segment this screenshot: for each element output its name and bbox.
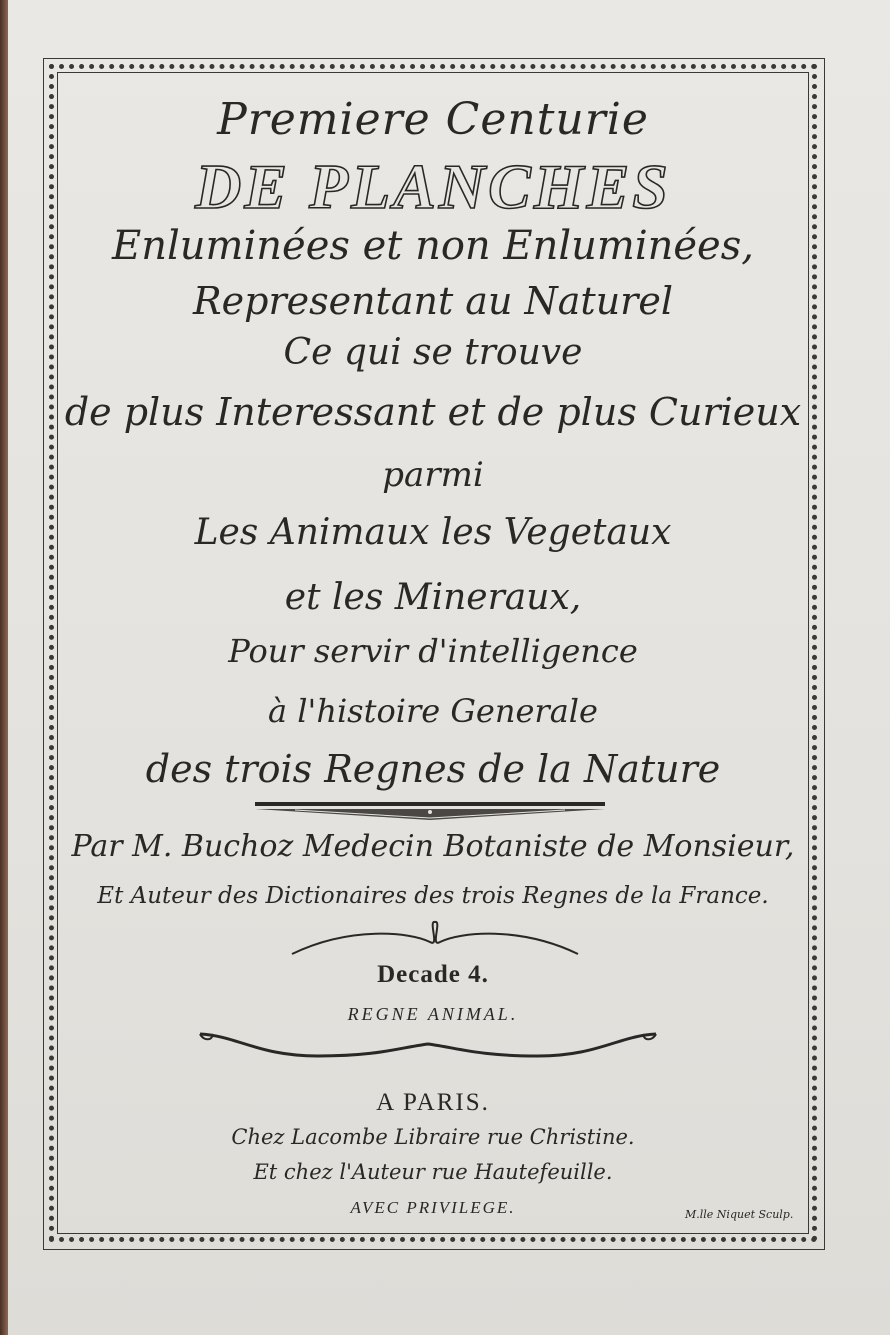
author-line-2: Et Auteur des Dictionaires des trois Regnes de la France. <box>97 883 769 909</box>
regne-label: REGNE ANIMAL. <box>347 1004 519 1024</box>
privilege-label: AVEC PRIVILEGE. <box>350 1198 516 1217</box>
title-line-7: parmi <box>382 455 484 495</box>
city-label: A PARIS. <box>376 1089 490 1116</box>
title-line-4: Representant au Naturel <box>193 279 673 323</box>
publisher-line-1: Chez Lacombe Libraire rue Christine. <box>231 1125 635 1149</box>
title-line-8: Les Animaux les Vegetaux <box>194 512 672 553</box>
decade-label: Decade 4. <box>377 961 489 988</box>
title-line-5: Ce qui se trouve <box>283 332 583 373</box>
title-line-6: de plus Interessant et de plus Curieux <box>64 390 802 434</box>
author-line: Par M. Buchoz Medecin Botaniste de Monsieur, <box>71 829 795 864</box>
title-line-9: et les Mineraux, <box>284 577 582 618</box>
flourish-top <box>290 918 580 958</box>
publisher-line-2: Et chez l'Auteur rue Hautefeuille. <box>253 1160 613 1184</box>
title-line-10: Pour servir d'intelligence <box>228 632 638 670</box>
title-line-2: DE PLANCHES <box>195 151 671 222</box>
title-line-3: Enluminées et non Enluminées, <box>112 223 754 269</box>
flourish-bottom <box>198 1030 658 1064</box>
title-line-11: à l'histoire Generale <box>268 692 598 730</box>
divider-ornament <box>255 800 605 824</box>
title-line-12: des trois Regnes de la Nature <box>145 747 721 791</box>
title-line-1: Premiere Centurie <box>217 94 649 145</box>
engraver-signature: M.lle Niquet Sculp. <box>685 1208 794 1221</box>
book-spine-edge <box>0 0 8 1335</box>
